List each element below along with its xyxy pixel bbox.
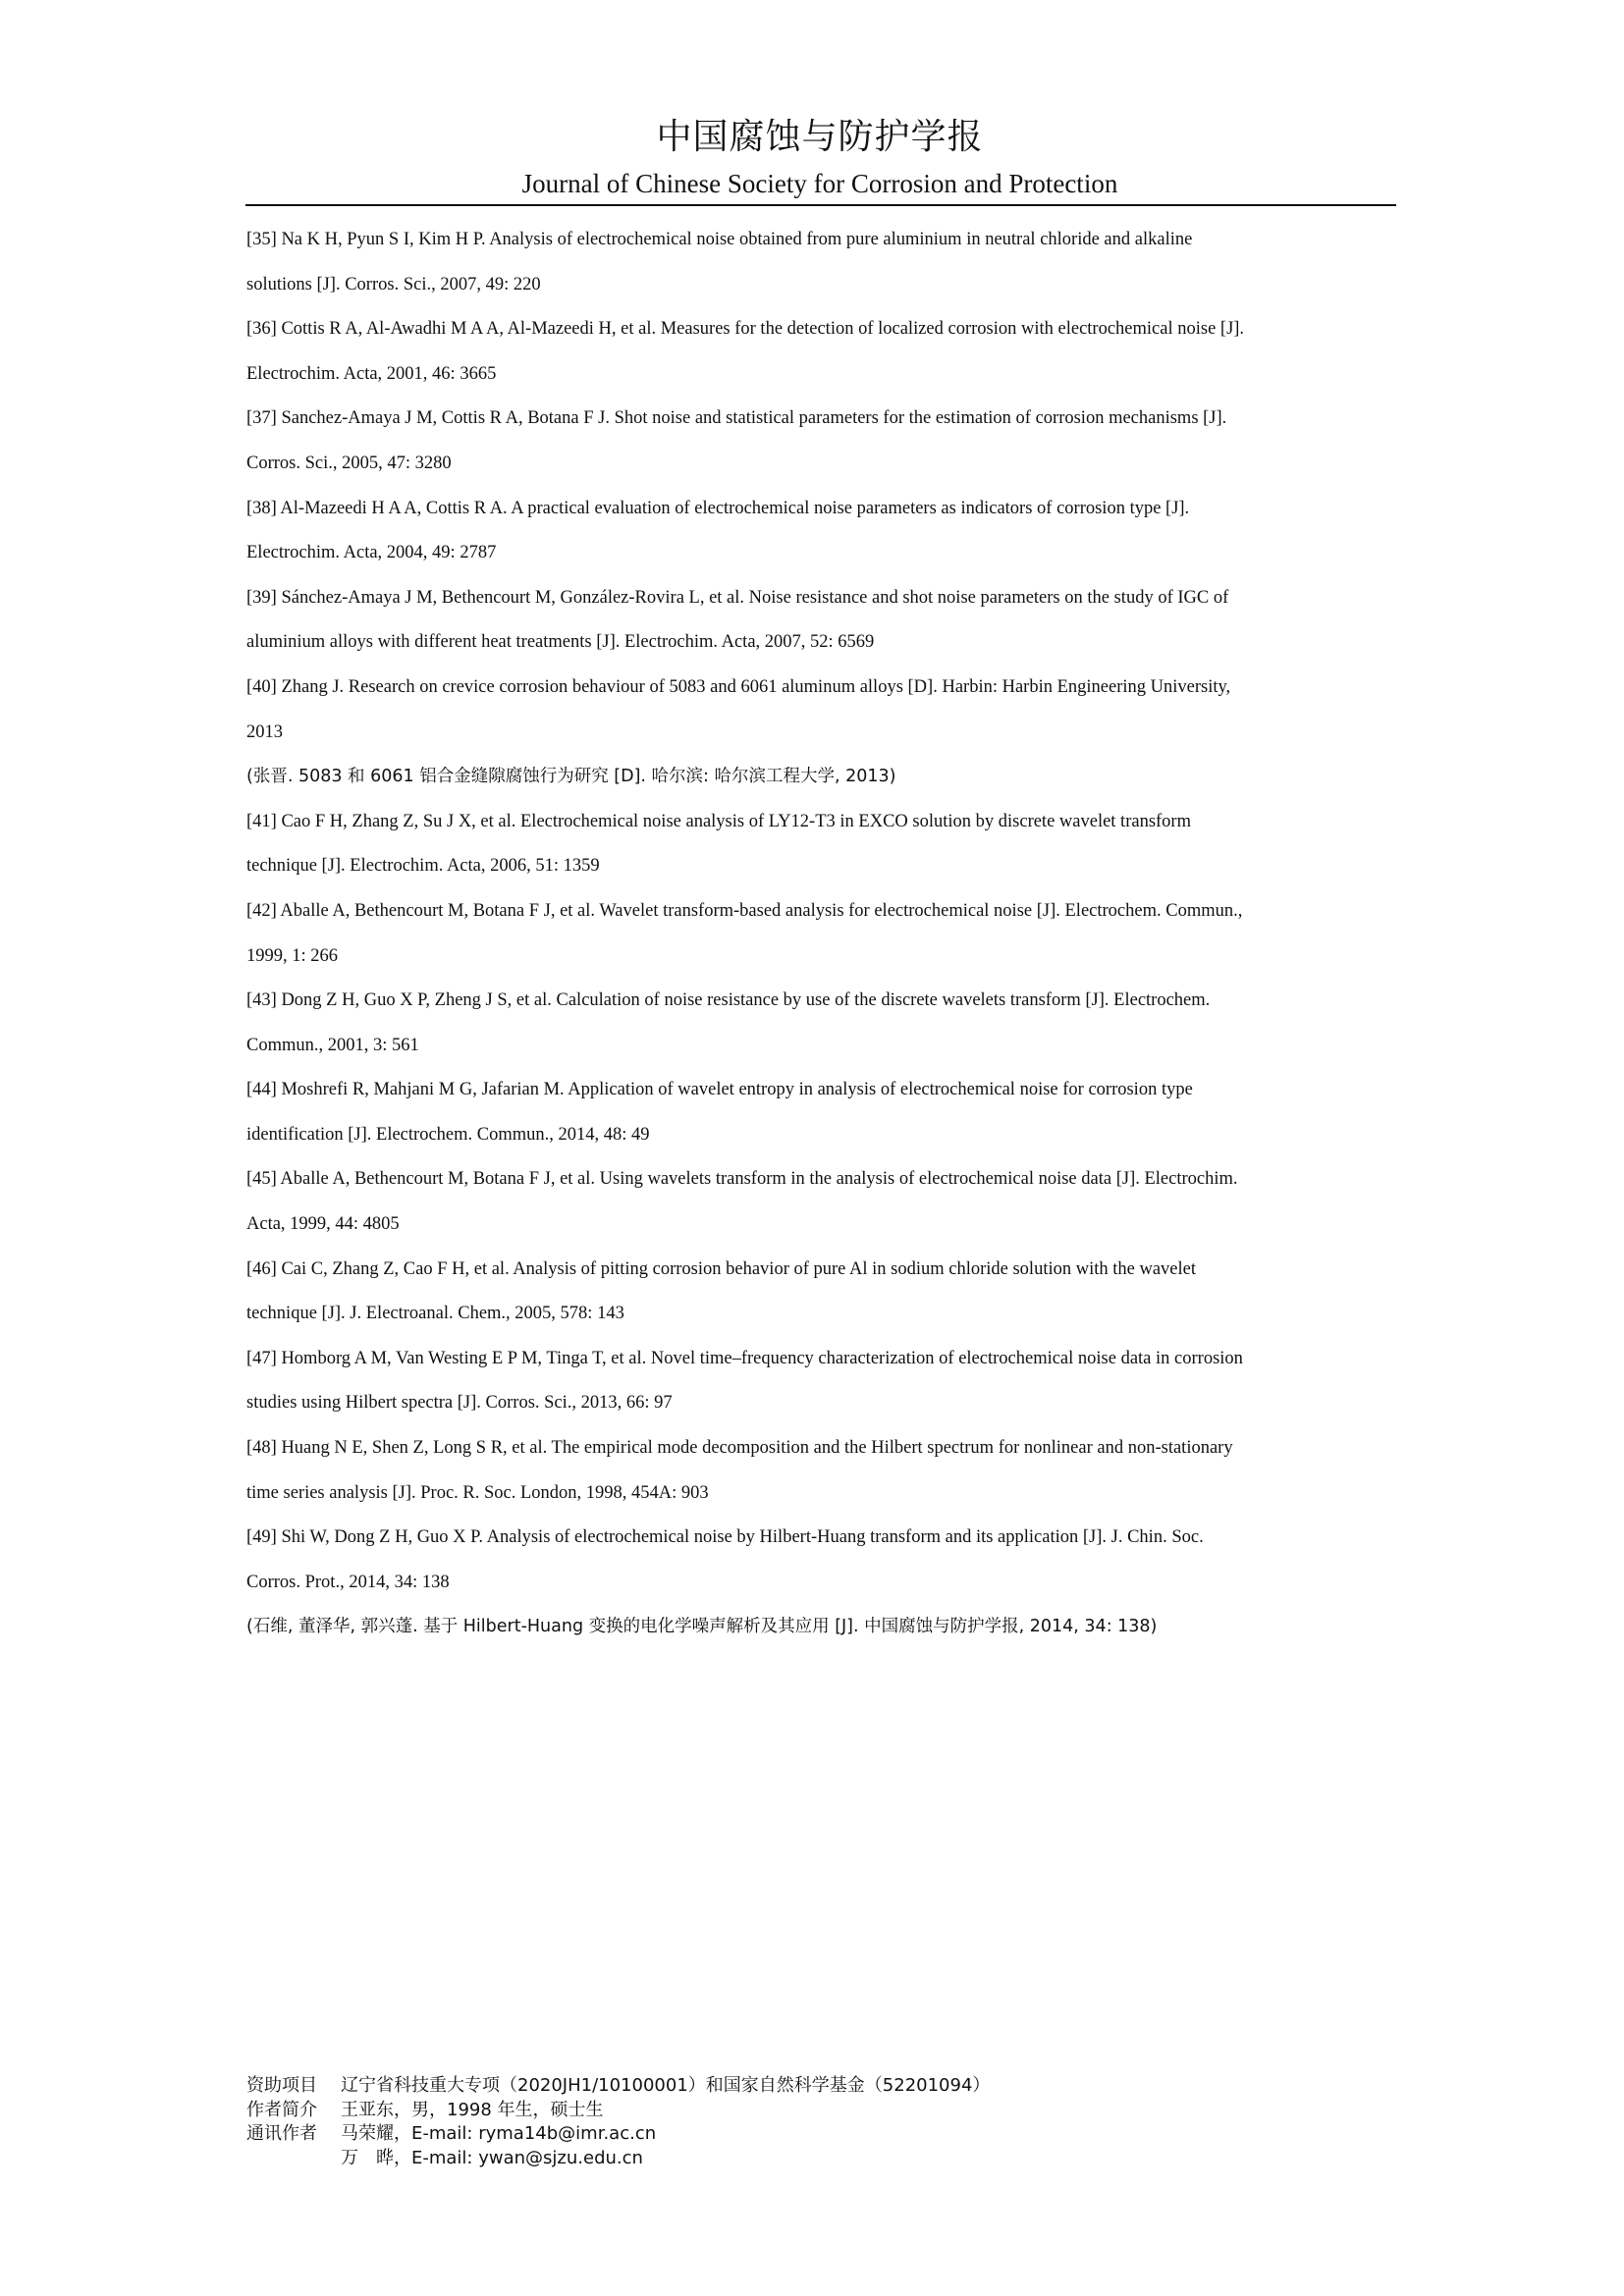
- footnote-label: 通讯作者: [246, 2123, 317, 2144]
- reference-line: technique [J]. J. Electroanal. Chem., 2005, 578: 143: [246, 1304, 624, 1324]
- reference-entry: [246, 1068, 1395, 1157]
- journal-header: [245, 116, 1394, 200]
- footnote-value: 万 晔，E-mail: ywan@sjzu.edu.cn: [341, 2147, 643, 2168]
- reference-line: technique [J]. Electrochim. Acta, 2006, 51: 1359: [246, 856, 600, 877]
- header-divider: [245, 204, 1396, 206]
- reference-line: [43] Dong Z H, Guo X P, Zheng J S, et al. Calculation of noise resistance by use of the discrete wavelets transform [J]. Electrochem.: [246, 990, 1211, 1011]
- reference-line: Commun., 2001, 3: 561: [246, 1035, 419, 1055]
- reference-line: [48] Huang N E, Shen Z, Long S R, et al. The empirical mode decomposition and the Hilbert spectrum for nonlinear and non-stationary: [246, 1438, 1233, 1459]
- reference-entry: [246, 1248, 1395, 1337]
- reference-translation: [246, 755, 1395, 800]
- reference-line: [41] Cao F H, Zhang Z, Su J X, et al. Electrochemical noise analysis of LY12-T3 in EXCO solution by discrete wavelet transform: [246, 811, 1191, 831]
- footnote-value: 王亚东，男，1998 年生，硕士生: [341, 2099, 604, 2120]
- reference-entry: [246, 397, 1395, 486]
- reference-entry: [246, 1516, 1395, 1605]
- reference-line: [39] Sánchez-Amaya J M, Bethencourt M, González-Rovira L, et al. Noise resistance and shot noise parameters on the study of IGC of: [246, 587, 1229, 608]
- footnote-row: [246, 2122, 1395, 2147]
- reference-entry: [246, 889, 1395, 979]
- journal-title-english: Journal of Chinese Society for Corrosion and Protection: [521, 169, 1118, 198]
- reference-line: Corros. Sci., 2005, 47: 3280: [246, 453, 452, 473]
- reference-line: (张晋. 5083 和 6061 铝合金缝隙腐蚀行为研究 [D]. 哈尔滨: 哈尔滨工程大学, 2013): [246, 767, 896, 787]
- footnote-value: 马荣耀，E-mail: ryma14b@imr.ac.cn: [341, 2123, 657, 2144]
- reference-line: Acta, 1999, 44: 4805: [246, 1214, 400, 1235]
- reference-line: studies using Hilbert spectra [J]. Corros. Sci., 2013, 66: 97: [246, 1393, 673, 1414]
- reference-entry: [246, 800, 1395, 889]
- footnote-row: [246, 2074, 1395, 2099]
- footnote-label: 作者简介: [246, 2099, 317, 2120]
- reference-line: (石维, 董泽华, 郭兴蓬. 基于 Hilbert-Huang 变换的电化学噪声解析及其应用 [J]. 中国腐蚀与防护学报, 2014, 34: 138): [246, 1617, 1158, 1637]
- reference-entry: [246, 666, 1395, 755]
- reference-line: [44] Moshrefi R, Mahjani M G, Jafarian M. Application of wavelet entropy in analysis of electrochemical noise for corrosion type: [246, 1080, 1193, 1100]
- reference-line: [47] Homborg A M, Van Westing E P M, Tinga T, et al. Novel time–frequency characterization of electrochemical noise data in corrosion: [246, 1348, 1243, 1368]
- reference-entry: [246, 1426, 1395, 1516]
- reference-line: [37] Sanchez-Amaya J M, Cottis R A, Botana F J. Shot noise and statistical parameters for the estimation of corrosion mechanisms [J].: [246, 408, 1227, 429]
- reference-line: [46] Cai C, Zhang Z, Cao F H, et al. Analysis of pitting corrosion behavior of pure Al in sodium chloride solution with the wavelet: [246, 1258, 1196, 1279]
- reference-line: identification [J]. Electrochem. Commun., 2014, 48: 49: [246, 1124, 650, 1145]
- reference-line: time series analysis [J]. Proc. R. Soc. London, 1998, 454A: 903: [246, 1482, 709, 1503]
- reference-entry: [246, 307, 1395, 397]
- reference-entry: [246, 487, 1395, 576]
- footnote-label: 资助项目: [246, 2075, 317, 2096]
- reference-line: [49] Shi W, Dong Z H, Guo X P. Analysis of electrochemical noise by Hilbert-Huang transform and its application [J]. J. Chin. Soc.: [246, 1527, 1204, 1548]
- reference-line: [38] Al-Mazeedi H A A, Cottis R A. A practical evaluation of electrochemical noise parameters as indicators of corrosion type [J].: [246, 498, 1190, 518]
- reference-line: 2013: [246, 721, 283, 742]
- reference-line: [36] Cottis R A, Al-Awadhi M A A, Al-Mazeedi H, et al. Measures for the detection of localized corrosion with electrochemical noise [J].: [246, 319, 1245, 340]
- reference-line: aluminium alloys with different heat treatments [J]. Electrochim. Acta, 2007, 52: 6569: [246, 632, 875, 653]
- footnote-row: [246, 2147, 1395, 2171]
- journal-title-chinese: 中国腐蚀与防护学报: [656, 117, 984, 157]
- reference-entry: [246, 576, 1395, 666]
- reference-line: [35] Na K H, Pyun S I, Kim H P. Analysis of electrochemical noise obtained from pure aluminium in neutral chloride and alkaline: [246, 230, 1193, 249]
- footnote-block: [246, 2074, 1395, 2170]
- reference-line: [45] Aballe A, Bethencourt M, Botana F J, et al. Using wavelets transform in the analysis of electrochemical noise data [J]. Electrochim.: [246, 1169, 1238, 1190]
- reference-list: [246, 218, 1395, 1650]
- reference-line: Electrochim. Acta, 2001, 46: 3665: [246, 363, 497, 384]
- reference-entry: [246, 1157, 1395, 1247]
- footnote-value: 辽宁省科技重大专项（2020JH1/10100001）和国家自然科学基金（52201094）: [341, 2075, 991, 2096]
- reference-line: [42] Aballe A, Bethencourt M, Botana F J, et al. Wavelet transform-based analysis for electrochemical noise [J]. Electrochem. Commun.,: [246, 900, 1243, 921]
- reference-line: [40] Zhang J. Research on crevice corrosion behaviour of 5083 and 6061 aluminum alloys [D]. Harbin: Harbin Engineering University,: [246, 676, 1231, 697]
- reference-entry: [246, 1337, 1395, 1426]
- reference-translation: [246, 1605, 1395, 1650]
- footnote-row: [246, 2099, 1395, 2123]
- footnote-label: [246, 2147, 341, 2171]
- reference-line: solutions [J]. Corros. Sci., 2007, 49: 220: [246, 274, 541, 294]
- reference-line: Corros. Prot., 2014, 34: 138: [246, 1572, 450, 1592]
- reference-entry: [246, 218, 1395, 307]
- reference-line: 1999, 1: 266: [246, 945, 339, 966]
- reference-line: Electrochim. Acta, 2004, 49: 2787: [246, 543, 497, 563]
- reference-entry: [246, 979, 1395, 1068]
